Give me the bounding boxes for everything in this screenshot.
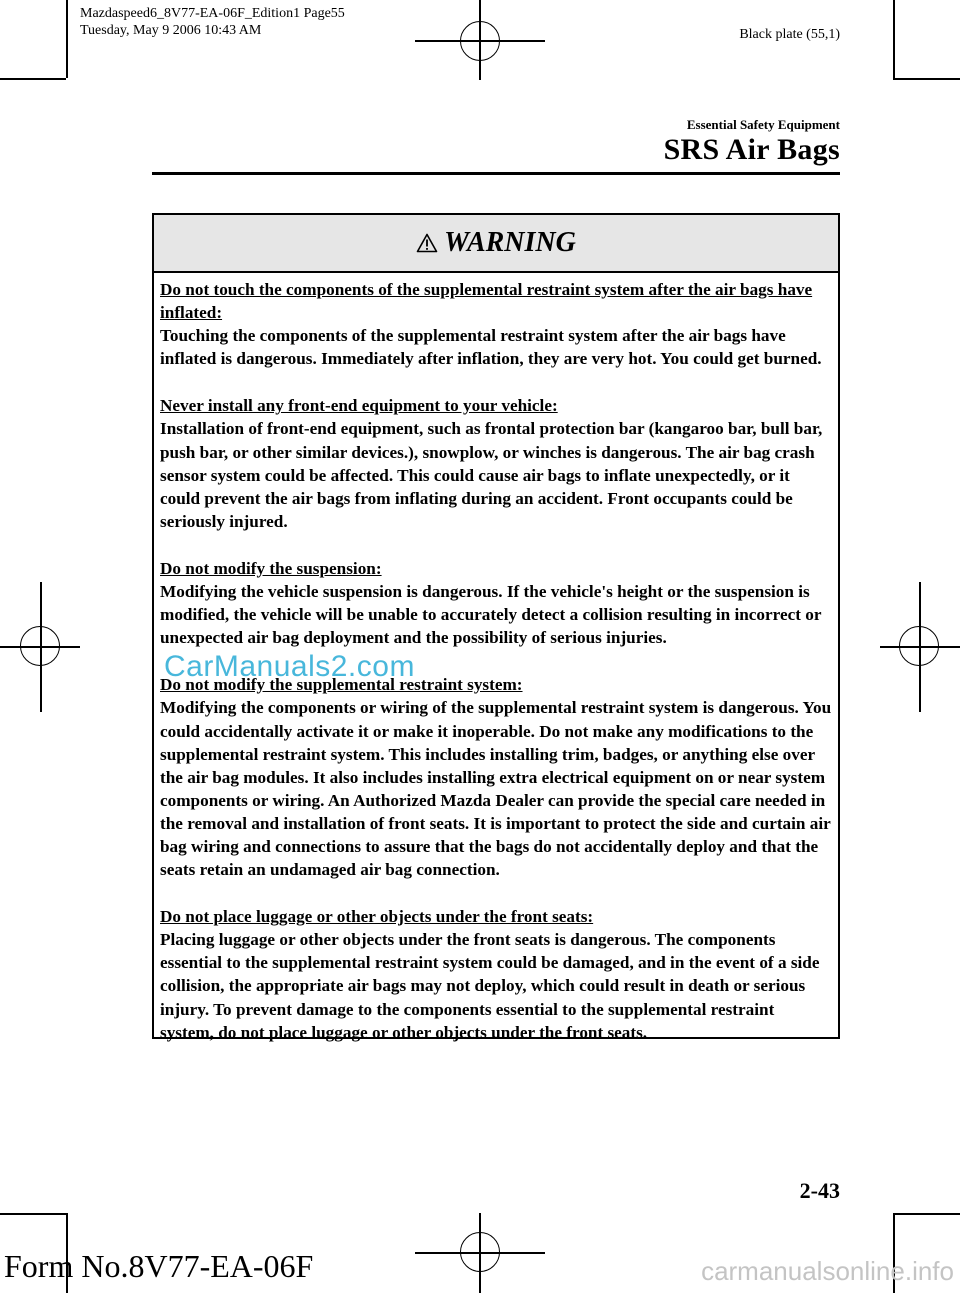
- warning-section: [160, 394, 832, 533]
- warning-triangle-icon: [416, 233, 438, 253]
- warning-section-title: Do not modify the supplemental restraint system:: [160, 675, 523, 695]
- page-number: 2-43: [799, 1178, 840, 1203]
- warning-section: [160, 905, 832, 1044]
- crop-mark: [893, 1213, 960, 1215]
- warning-section-text: Modifying the vehicle suspension is dangerous. If the vehicle's height or the suspension is modified, the vehicle will be unable to accurately detect a collision resulting in incorrect or unexpected air bag deployment and the possibility of serious injuries.: [160, 582, 822, 648]
- warning-box: [152, 213, 840, 1042]
- warning-section-title: Do not touch the components of the supplemental restraint system after the air bags have inflated:: [160, 280, 813, 323]
- warning-section-title: Do not modify the suspension:: [160, 558, 382, 578]
- registration-mark: [460, 1232, 500, 1272]
- warning-title: WARNING: [444, 227, 576, 258]
- print-meta: [80, 5, 345, 39]
- print-meta-line1: Mazdaspeed6_8V77-EA-06F_Edition1 Page55: [80, 6, 345, 21]
- warning-section-text: Installation of front-end equipment, such as frontal protection bar (kangaroo bar, bull bar, push bar, or other similar devices.), snowplow, or winches is dangerous. The air bag crash sensor system could be affected. This could cause air bags to inflate unexpectedly, or it could prevent the air bags from inflating during an accident. Front occupants could be seriously injured.: [160, 419, 823, 531]
- print-meta-line2: Tuesday, May 9 2006 10:43 AM: [80, 23, 262, 38]
- section-label: Essential Safety Equipment: [686, 117, 840, 132]
- registration-mark: [20, 626, 60, 666]
- crop-mark: [893, 0, 895, 78]
- crop-mark: [66, 0, 68, 78]
- registration-mark: [460, 21, 500, 61]
- watermark: CarManuals2.com: [164, 650, 415, 683]
- site-watermark: carmanualsonline.info: [701, 1256, 954, 1286]
- warning-section-title: Do not place luggage or other objects under the front seats:: [160, 907, 594, 927]
- page-title: SRS Air Bags: [663, 133, 840, 166]
- crop-mark: [0, 1213, 66, 1215]
- crop-mark: [0, 78, 66, 80]
- warning-header: [154, 215, 838, 273]
- warning-section-text: Modifying the components or wiring of the supplemental restraint system is dangerous. You could accidentally activate it or make it inoperable. Do not make any modifications to the supplemental restraint system. This includes installing trim, badges, or anything else over the air bag modules. It also includes installing extra electrical equipment on or near system components or wiring. An Authorized Mazda Dealer can provide the special care needed in the removal and installation of front seats. It is important to protect the side and curtain air bag wiring and connections to assure that the bags do not accidentally deploy and that the seats retain an undamaged air bag connection.: [160, 698, 832, 880]
- warning-section: [160, 278, 832, 370]
- header-rule: [152, 172, 840, 175]
- warning-section-title: Never install any front-end equipment to your vehicle:: [160, 396, 558, 416]
- plate-label: Black plate (55,1): [739, 27, 840, 42]
- warning-section: [160, 557, 832, 649]
- warning-section-text: Placing luggage or other objects under the front seats is dangerous. The components essential to the supplemental restraint system could be damaged, and in the event of a side collision, the appropriate air bags may not deploy, which could result in death or serious injury. To prevent damage to the components essential to the supplemental restraint system, do not place luggage or other objects under the front seats.: [160, 930, 820, 1042]
- warning-section-text: Touching the components of the supplemental restraint system after the air bags have inflated is dangerous. Immediately after inflation, they are very hot. You could get burned.: [160, 326, 822, 369]
- warning-section: [160, 673, 832, 881]
- crop-mark: [893, 78, 960, 80]
- registration-mark: [899, 626, 939, 666]
- form-number: Form No.8V77-EA-06F: [4, 1248, 314, 1284]
